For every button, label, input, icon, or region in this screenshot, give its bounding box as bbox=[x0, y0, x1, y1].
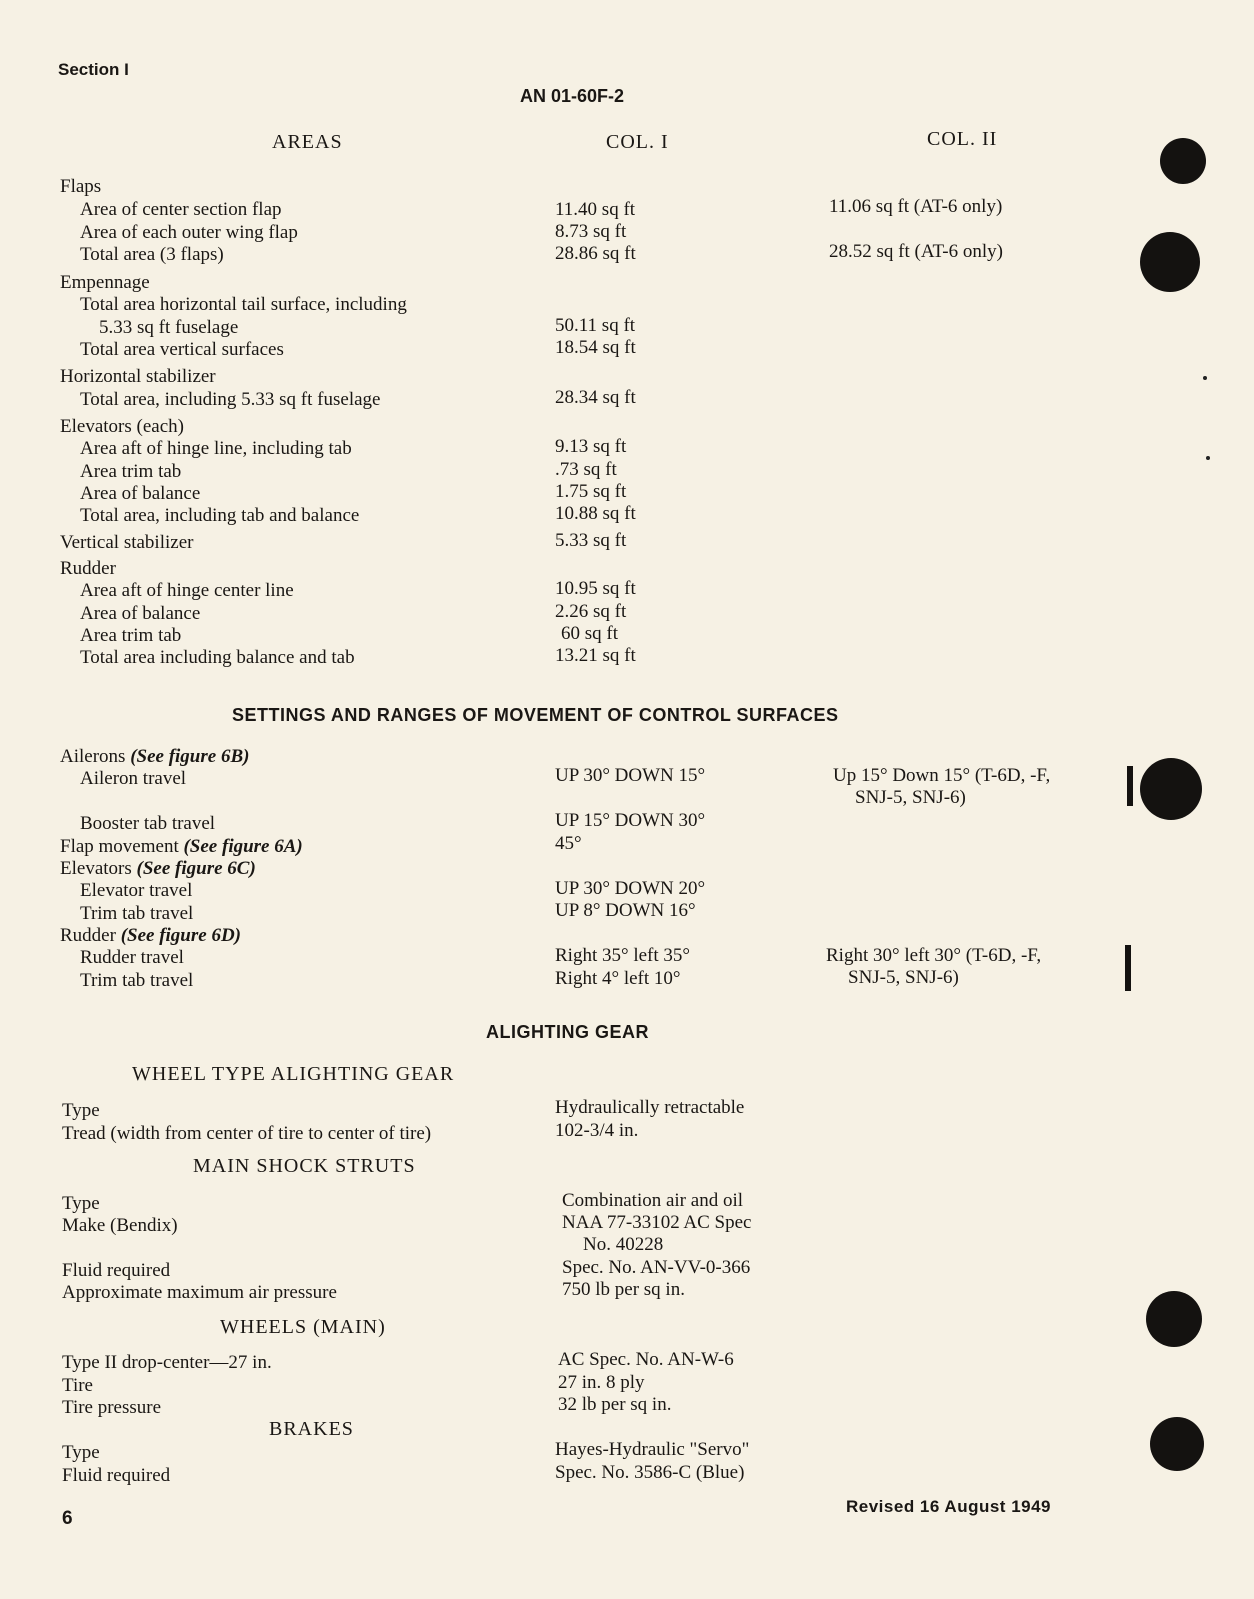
brakes-heading: BRAKES bbox=[269, 1418, 354, 1440]
page-number: 6 bbox=[62, 1508, 73, 1529]
row-col1-value: 9.13 sq ft bbox=[555, 436, 627, 457]
aileron-travel-col2: Up 15° Down 15° (T-6D, -F, bbox=[833, 765, 1051, 786]
row-col2-value: 28.52 sq ft (AT-6 only) bbox=[829, 241, 1003, 262]
tire-value: 27 in. 8 ply bbox=[558, 1372, 645, 1393]
gear-type-value: Hydraulically retractable bbox=[555, 1097, 745, 1118]
rudder-trim-label: Trim tab travel bbox=[80, 970, 194, 991]
row-col1-value: 60 sq ft bbox=[561, 623, 618, 644]
flap-label: Flap movement (See figure 6A) bbox=[60, 836, 303, 857]
settings-heading: SETTINGS AND RANGES OF MOVEMENT OF CONTROL SURFACES bbox=[232, 705, 839, 725]
row-label: Empennage bbox=[60, 272, 150, 293]
row-col1-value: 10.95 sq ft bbox=[555, 578, 636, 599]
row-col1-value: 1.75 sq ft bbox=[555, 481, 627, 502]
fluid-value: Spec. No. AN-VV-0-366 bbox=[562, 1257, 751, 1278]
tire-pressure-label: Tire pressure bbox=[62, 1397, 162, 1418]
shock-type-label: Type bbox=[62, 1193, 100, 1214]
row-col1-value: .73 sq ft bbox=[555, 459, 617, 480]
row-label: Total area including balance and tab bbox=[80, 647, 355, 668]
wheel-type-heading: WHEEL TYPE ALIGHTING GEAR bbox=[132, 1063, 455, 1085]
aileron-travel-col2-cont: SNJ-5, SNJ-6) bbox=[855, 787, 966, 808]
row-label: Elevators (each) bbox=[60, 416, 184, 437]
elevator-trim-value: UP 8° DOWN 16° bbox=[555, 900, 696, 921]
aileron-travel-label: Aileron travel bbox=[80, 768, 187, 789]
tread-value: 102-3/4 in. bbox=[555, 1120, 639, 1141]
row-col1-value: 13.21 sq ft bbox=[555, 645, 636, 666]
revision-bar bbox=[1125, 945, 1131, 991]
elevator-trim-label: Trim tab travel bbox=[80, 903, 194, 924]
elevators-label: Elevators (See figure 6C) bbox=[60, 858, 256, 879]
row-label: Total area horizontal tail surface, including bbox=[80, 294, 407, 315]
tread-label: Tread (width from center of tire to center of tire) bbox=[62, 1123, 432, 1144]
row-col1-value: 18.54 sq ft bbox=[555, 337, 636, 358]
row-col1-value: 28.34 sq ft bbox=[555, 387, 636, 408]
shock-struts-heading: MAIN SHOCK STRUTS bbox=[193, 1155, 416, 1177]
row-label: 5.33 sq ft fuselage bbox=[99, 317, 239, 338]
row-label: Horizontal stabilizer bbox=[60, 366, 216, 387]
row-label: Total area vertical surfaces bbox=[80, 339, 284, 360]
elevator-travel-value: UP 30° DOWN 20° bbox=[555, 878, 706, 899]
row-label: Vertical stabilizer bbox=[60, 532, 194, 553]
col1-heading: COL. I bbox=[606, 131, 669, 153]
binder-hole bbox=[1160, 138, 1206, 184]
row-label: Area trim tab bbox=[80, 625, 182, 646]
row-label: Area aft of hinge line, including tab bbox=[80, 438, 352, 459]
row-col1-value: 10.88 sq ft bbox=[555, 503, 636, 524]
row-col2-value: 11.06 sq ft (AT-6 only) bbox=[829, 196, 1003, 217]
shock-type-value: Combination air and oil bbox=[562, 1190, 744, 1211]
rudder-travel-value: Right 35° left 35° bbox=[555, 945, 690, 966]
revised-date: Revised 16 August 1949 bbox=[846, 1497, 1052, 1516]
row-label: Flaps bbox=[60, 176, 102, 197]
row-label: Area of each outer wing flap bbox=[80, 222, 298, 243]
row-col1-value: 8.73 sq ft bbox=[555, 221, 627, 242]
row-col1-value: 2.26 sq ft bbox=[555, 601, 627, 622]
make-value: NAA 77-33102 AC Spec bbox=[562, 1212, 752, 1233]
rudder-travel-col2: Right 30° left 30° (T-6D, -F, bbox=[826, 945, 1042, 966]
rudder-travel-label: Rudder travel bbox=[80, 947, 184, 968]
flap-value: 45° bbox=[555, 833, 582, 854]
row-label: Total area, including tab and balance bbox=[80, 505, 360, 526]
speck bbox=[1206, 456, 1210, 460]
rudder-trim-value: Right 4° left 10° bbox=[555, 968, 681, 989]
row-col1-value: 28.86 sq ft bbox=[555, 243, 636, 264]
ailerons-label: Ailerons (See figure 6B) bbox=[60, 746, 250, 767]
wheel-type-value: AC Spec. No. AN-W-6 bbox=[558, 1349, 734, 1370]
row-label: Rudder bbox=[60, 558, 116, 579]
make-label: Make (Bendix) bbox=[62, 1215, 178, 1236]
speck bbox=[1203, 376, 1207, 380]
row-label: Total area, including 5.33 sq ft fuselage bbox=[80, 389, 381, 410]
brakes-type-label: Type bbox=[62, 1442, 100, 1463]
binder-hole bbox=[1150, 1417, 1204, 1471]
pressure-value: 750 lb per sq in. bbox=[562, 1279, 685, 1300]
binder-hole bbox=[1140, 758, 1202, 820]
row-label: Area aft of hinge center line bbox=[80, 580, 294, 601]
row-col1-value: 11.40 sq ft bbox=[555, 199, 636, 220]
section-label: Section I bbox=[58, 60, 129, 79]
document-number: AN 01-60F-2 bbox=[520, 86, 625, 106]
wheels-heading: WHEELS (MAIN) bbox=[220, 1316, 386, 1338]
revision-bar bbox=[1127, 766, 1133, 806]
row-label: Area trim tab bbox=[80, 461, 182, 482]
rudder-label: Rudder (See figure 6D) bbox=[60, 925, 241, 946]
row-label: Area of balance bbox=[80, 603, 201, 624]
booster-value: UP 15° DOWN 30° bbox=[555, 810, 706, 831]
brakes-type-value: Hayes-Hydraulic "Servo" bbox=[555, 1439, 750, 1460]
alighting-gear-heading: ALIGHTING GEAR bbox=[486, 1022, 649, 1042]
areas-heading: AREAS bbox=[272, 131, 343, 153]
row-col1-value: 5.33 sq ft bbox=[555, 530, 627, 551]
aileron-travel-value: UP 30° DOWN 15° bbox=[555, 765, 706, 786]
tire-label: Tire bbox=[62, 1375, 93, 1396]
booster-label: Booster tab travel bbox=[80, 813, 216, 834]
gear-type-label: Type bbox=[62, 1100, 100, 1121]
row-label: Total area (3 flaps) bbox=[80, 244, 224, 265]
make-value-cont: No. 40228 bbox=[583, 1234, 664, 1255]
elevator-travel-label: Elevator travel bbox=[80, 880, 193, 901]
tire-pressure-value: 32 lb per sq in. bbox=[558, 1394, 672, 1415]
brakes-fluid-value: Spec. No. 3586-C (Blue) bbox=[555, 1462, 745, 1483]
binder-hole bbox=[1140, 232, 1200, 292]
pressure-label: Approximate maximum air pressure bbox=[62, 1282, 337, 1303]
binder-hole bbox=[1146, 1291, 1202, 1347]
row-col1-value: 50.11 sq ft bbox=[555, 315, 636, 336]
brakes-fluid-label: Fluid required bbox=[62, 1465, 171, 1486]
rudder-travel-col2-cont: SNJ-5, SNJ-6) bbox=[848, 967, 959, 988]
row-label: Area of balance bbox=[80, 483, 201, 504]
col2-heading: COL. II bbox=[927, 128, 998, 150]
fluid-label: Fluid required bbox=[62, 1260, 171, 1281]
wheel-type-label: Type II drop-center—27 in. bbox=[62, 1352, 272, 1373]
row-label: Area of center section flap bbox=[80, 199, 282, 220]
